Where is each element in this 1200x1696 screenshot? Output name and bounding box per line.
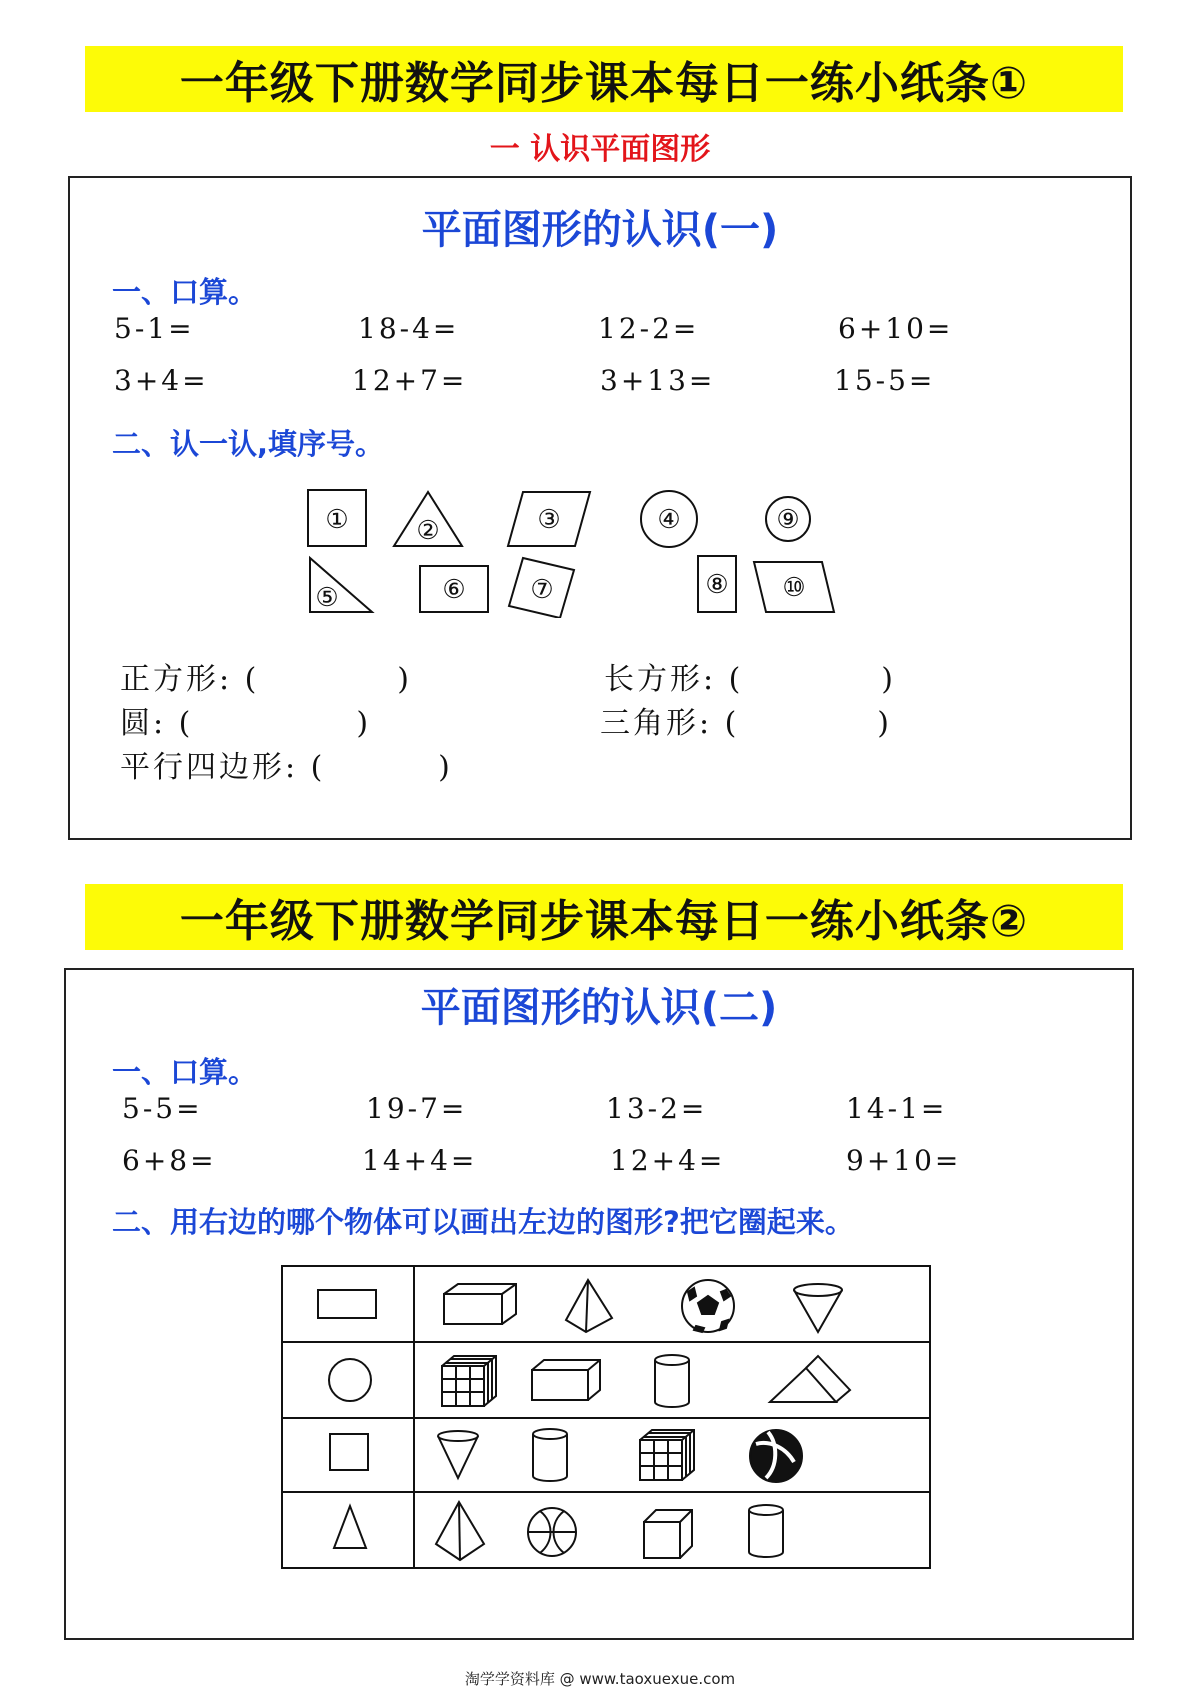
banner-title-1: 一年级下册数学同步课本每日一练小纸条① — [85, 46, 1123, 112]
section-heading-identify: 二、认一认,填序号。 — [112, 427, 385, 461]
cube-icon — [644, 1510, 692, 1558]
pyramid-icon — [566, 1280, 612, 1332]
shape-label: ③ — [537, 505, 561, 535]
shape-label: ⑤ — [315, 583, 339, 613]
arith-item: 6+8= — [122, 1144, 217, 1177]
answer-rectangle[interactable]: 长方形: ( ) — [604, 662, 896, 697]
section-heading-match: 二、用右边的哪个物体可以画出左边的图形?把它圈起来。 — [112, 1205, 854, 1239]
shape-label: ⑥ — [442, 575, 466, 605]
answer-circle[interactable]: 圆: ( ) — [120, 706, 372, 741]
arith-item: 5-5= — [122, 1092, 203, 1125]
basketball-icon — [528, 1508, 576, 1556]
answer-parallelogram[interactable]: 平行四边形: ( ) — [120, 750, 453, 785]
cylinder-icon — [533, 1429, 567, 1481]
shape-label: ⑧ — [705, 570, 729, 600]
unit-title: 一 认识平面图形 — [489, 132, 711, 167]
shape-label: ④ — [657, 505, 681, 535]
arith-row-2 — [114, 364, 1074, 400]
cuboid-icon — [444, 1284, 516, 1324]
cube-grid-icon — [442, 1356, 496, 1406]
arith-item: 12+4= — [610, 1144, 726, 1177]
arith-item: 19-7= — [366, 1092, 468, 1125]
footer-watermark: 淘学学资料库 @ www.taoxuexue.com — [464, 1670, 736, 1688]
triangle-icon — [334, 1506, 366, 1548]
rectangle-icon — [318, 1290, 376, 1318]
arith-item: 13-2= — [606, 1092, 708, 1125]
cylinder-icon — [749, 1505, 783, 1557]
cube-grid-icon — [640, 1430, 694, 1480]
arith-item: 3+13= — [600, 364, 716, 397]
shape-label: ⑨ — [776, 505, 800, 535]
square-icon — [330, 1434, 368, 1470]
volleyball-icon — [750, 1430, 802, 1482]
answer-square[interactable]: 正方形: ( ) — [120, 662, 412, 697]
card-title-2: 平面图形的认识(二) — [420, 985, 778, 1031]
arith-item: 12-2= — [598, 312, 700, 345]
cone-icon — [794, 1284, 842, 1332]
triangular-prism-icon — [770, 1356, 850, 1402]
cylinder-icon — [655, 1355, 689, 1407]
answer-triangle[interactable]: 三角形: ( ) — [600, 706, 892, 741]
arith-item: 3+4= — [114, 364, 209, 397]
arith-row-1 — [114, 312, 1074, 348]
shape-label: ⑩ — [782, 573, 806, 603]
arith-item: 14+4= — [362, 1144, 478, 1177]
arith-item: 12+7= — [352, 364, 468, 397]
cuboid-icon — [532, 1360, 600, 1400]
arith-item: 5-1= — [114, 312, 195, 345]
circle-icon — [329, 1359, 371, 1401]
soccer-ball-icon — [682, 1280, 734, 1332]
matching-table — [66, 970, 1132, 1638]
arith-item: 9+10= — [846, 1144, 962, 1177]
banner-title-2: 一年级下册数学同步课本每日一练小纸条② — [85, 884, 1123, 950]
cone-icon — [438, 1431, 478, 1478]
section-heading-mental-math-1: 一、口算。 — [112, 275, 258, 309]
pyramid-icon — [436, 1502, 484, 1560]
arith-item: 6+10= — [838, 312, 954, 345]
card-title-1: 平面图形的认识(一) — [421, 207, 779, 253]
arith-item: 14-1= — [846, 1092, 948, 1125]
arith-item: 18-4= — [358, 312, 460, 345]
shape-label: ② — [416, 516, 440, 546]
worksheet-card-1 — [68, 176, 1132, 840]
shape-label: ① — [325, 505, 349, 535]
worksheet-card-2 — [64, 968, 1134, 1640]
shapes-figure — [70, 478, 1130, 618]
section-heading-mental-math-2: 一、口算。 — [112, 1055, 258, 1089]
shape-label: ⑦ — [530, 575, 554, 605]
arith-item: 15-5= — [834, 364, 936, 397]
